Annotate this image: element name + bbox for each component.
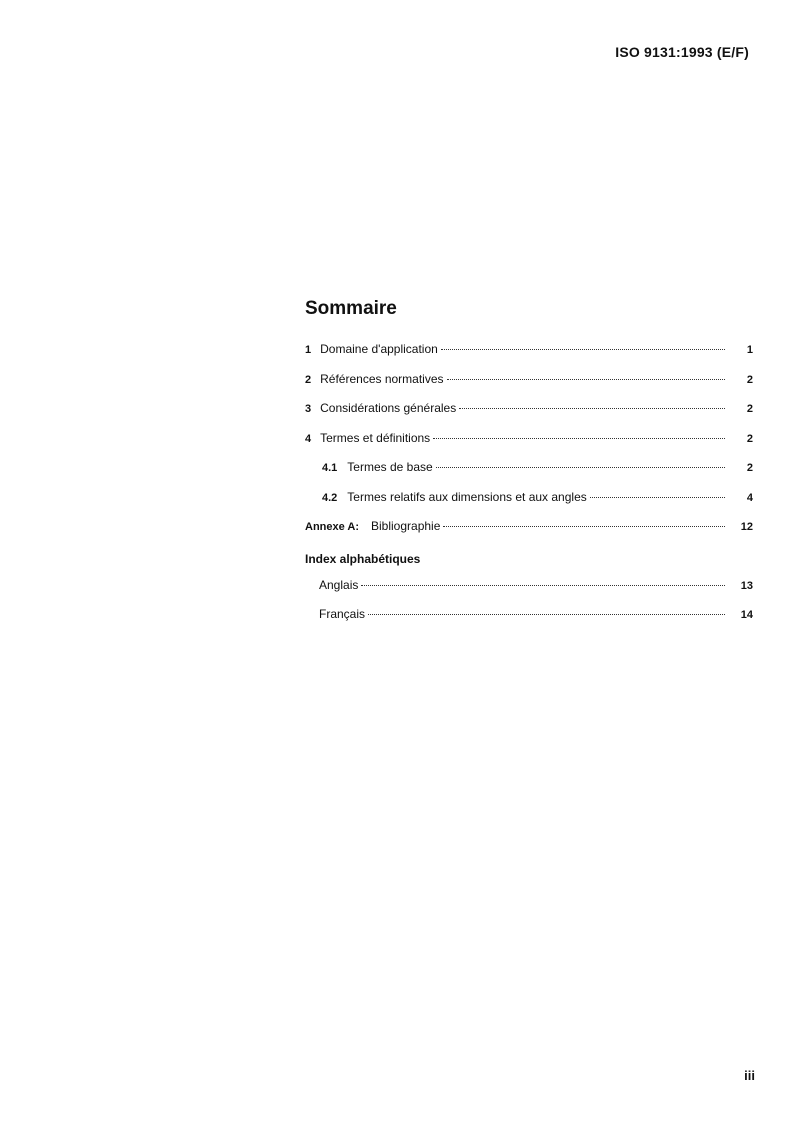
- toc-entry-page: 2: [746, 432, 753, 445]
- toc-entry-page: 4: [746, 491, 753, 504]
- toc-entry-label: Termes et définitions: [320, 430, 431, 445]
- toc-entry-page: 13: [740, 579, 753, 592]
- index-section-title: Index alphabétiques: [305, 551, 421, 566]
- toc-entry-index-english[interactable]: [305, 578, 753, 608]
- toc-entry-1[interactable]: [305, 342, 753, 372]
- toc-entry-label: Français: [319, 607, 366, 621]
- toc-entry-label: Termes relatifs aux dimensions et aux angles: [347, 489, 587, 504]
- toc-entry-annex-a[interactable]: [305, 519, 753, 549]
- toc-entry-label: Termes de base: [347, 460, 433, 474]
- dot-leader: [368, 614, 725, 615]
- toc-entry-label: Domaine d'application: [320, 342, 438, 356]
- toc-entry-number: 2: [305, 373, 312, 386]
- dot-leader: [447, 379, 725, 380]
- toc-entry-label: Considérations générales: [320, 401, 457, 415]
- toc-entry-index-french[interactable]: [305, 607, 753, 637]
- dot-leader: [441, 349, 725, 350]
- dot-leader: [436, 467, 725, 468]
- toc-entry-number: 1: [305, 344, 312, 356]
- toc-entry-page: 14: [740, 609, 753, 621]
- toc-entry-2[interactable]: [305, 372, 753, 402]
- toc-entry-4-2[interactable]: [305, 490, 753, 520]
- dot-leader: [433, 438, 725, 439]
- toc-entry-number: 4: [305, 432, 312, 445]
- toc-title: Sommaire: [305, 298, 397, 319]
- toc-entry-4[interactable]: [305, 431, 753, 461]
- toc-entry-page: 1: [746, 344, 753, 356]
- toc-entry-page: 2: [746, 462, 753, 474]
- toc-entry-label: Bibliographie: [371, 519, 441, 533]
- dot-leader: [443, 526, 725, 527]
- toc-entry-3[interactable]: [305, 401, 753, 431]
- toc-entry-4-1[interactable]: [305, 460, 753, 490]
- toc-entry-page: 2: [746, 373, 753, 386]
- toc-entry-number: Annexe A:: [305, 521, 359, 533]
- page-number: iii: [744, 1068, 755, 1083]
- dot-leader: [459, 408, 725, 409]
- toc-entry-number: 3: [305, 403, 312, 415]
- toc-entry-page: 2: [746, 403, 753, 415]
- toc-entry-label: Anglais: [319, 577, 359, 592]
- toc-entry-label: Références normatives: [320, 371, 444, 386]
- toc-entry-number: 4.2: [322, 491, 338, 504]
- toc-entry-number: 4.1: [322, 462, 338, 474]
- document-identifier: ISO 9131:1993 (E/F): [615, 44, 749, 60]
- dot-leader: [590, 497, 725, 498]
- dot-leader: [361, 585, 725, 586]
- table-of-contents: [305, 296, 753, 637]
- toc-entry-page: 12: [740, 521, 753, 533]
